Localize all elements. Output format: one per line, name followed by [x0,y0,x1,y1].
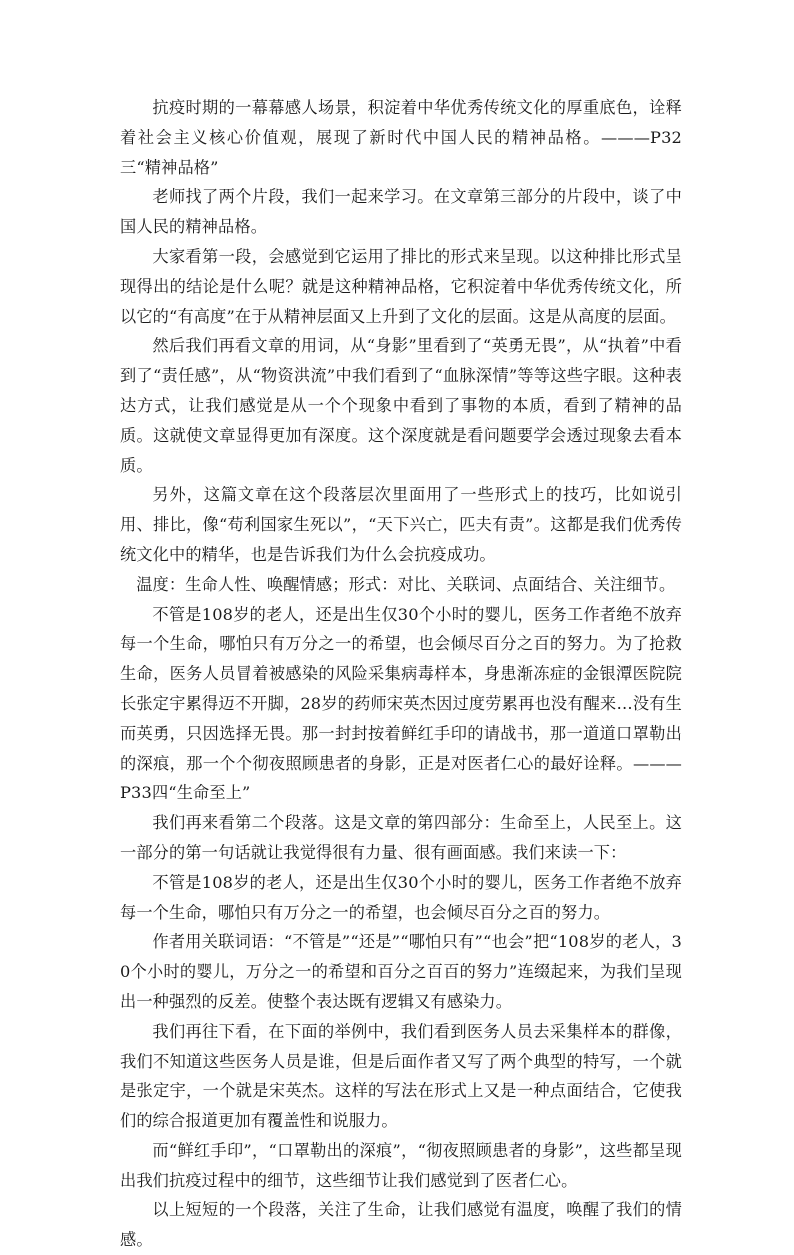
paragraph-life-quote: 不管是108岁的老人，还是出生仅30个小时的婴儿，医务工作者绝不放弃每一个生命，哪怕只有万分之一的希望，也会倾尽百分之百的努力。为了抢救生命，医务人员冒着被感染的风险采集病毒样本，身患渐冻症的金银潭医院院长张定宇累得迈不开脚，28岁的药师宋英杰因过度劳累再也没有醒来…没有生而英勇，只因选择无畏。那一封封按着鲜红手印的请战书，那一道道口罩勒出的深痕，那一个个彻夜照顾患者的身影，正是对医者仁心的最好诠释。———P33四“生命至上” [120,604,682,803]
paragraph-summary-line: 温度：生命人性、唤醒情感；形式：对比、关联词、点面结合、关注细节。 [136,574,676,594]
paragraph-intro-quote: 抗疫时期的一幕幕感人场景，积淀着中华优秀传统文化的厚重底色，诠释着社会主义核心价值观，展现了新时代中国人民的精神品格。———P32三“精神品格” [120,98,682,177]
paragraph-conjunctions: 作者用关联词语：“不管是”“还是”“哪怕只有”“也会”把“108岁的老人，30个小时的婴儿，万分之一的希望和百分之百百的努力”连缀起来，为我们呈现出一种强烈的反差。使整个表达既有逻辑又有感染力。 [120,932,682,1011]
paragraph-conclusion: 以上短短的一个段落，关注了生命，让我们感觉有温度，唤醒了我们的情感。 [120,1200,682,1250]
paragraph-read-aloud: 不管是108岁的老人，还是出生仅30个小时的婴儿，医务工作者绝不放弃每一个生命，哪怕只有万分之一的希望，也会倾尽百分之百的努力。 [120,872,682,922]
paragraph-second-section: 我们再来看第二个段落。这是文章的第四部分：生命至上，人民至上。这一部分的第一句话就让我觉得很有力量、很有画面感。我们来读一下： [120,813,682,862]
paragraph-teacher-segments: 老师找了两个片段，我们一起来学习。在文章第三部分的片段中，谈了中国人民的精神品格。 [120,187,682,237]
document-page [120,93,682,1255]
paragraph-parallelism: 大家看第一段，会感觉到它运用了排比的形式来呈现。以这种排比形式呈现得出的结论是什么呢？就是这种精神品格，它积淀着中华优秀传统文化，所以它的“有高度”在于从精神层面又上升到了文化的层面。这是从高度的层面。 [120,246,682,326]
paragraph-examples: 我们再往下看，在下面的举例中，我们看到医务人员去采集样本的群像，我们不知道这些医务人员是谁，但是后面作者又写了两个典型的特写，一个就是张定宇，一个就是宋英杰。这样的写法在形式上又是一种点面结合，它使我们的综合报道更加有覆盖性和说服力。 [120,1021,682,1131]
paragraph-details: 而“鲜红手印”，“口罩勒出的深痕”，“彻夜照顾患者的身影”，这些都呈现出我们抗疫过程中的细节，这些细节让我们感觉到了医者仁心。 [120,1140,682,1190]
paragraph-word-choice: 然后我们再看文章的用词，从“身影”里看到了“英勇无畏”，从“执着”中看到了“责任感”，从“物资洪流”中我们看到了“血脉深情”等等这些字眼。这种表达方式，让我们感觉是从一个个现象中看到了事物的本质，看到了精神的品质。这就使文章显得更加有深度。这个深度就是看问题要学会透过现象去看本质。 [120,336,682,475]
paragraph-techniques: 另外，这篇文章在这个段落层次里面用了一些形式上的技巧，比如说引用、排比，像“苟利国家生死以”，“天下兴亡，匹夫有责”。这都是我们优秀传统文化中的精华，也是告诉我们为什么会抗疫成功。 [120,485,682,564]
